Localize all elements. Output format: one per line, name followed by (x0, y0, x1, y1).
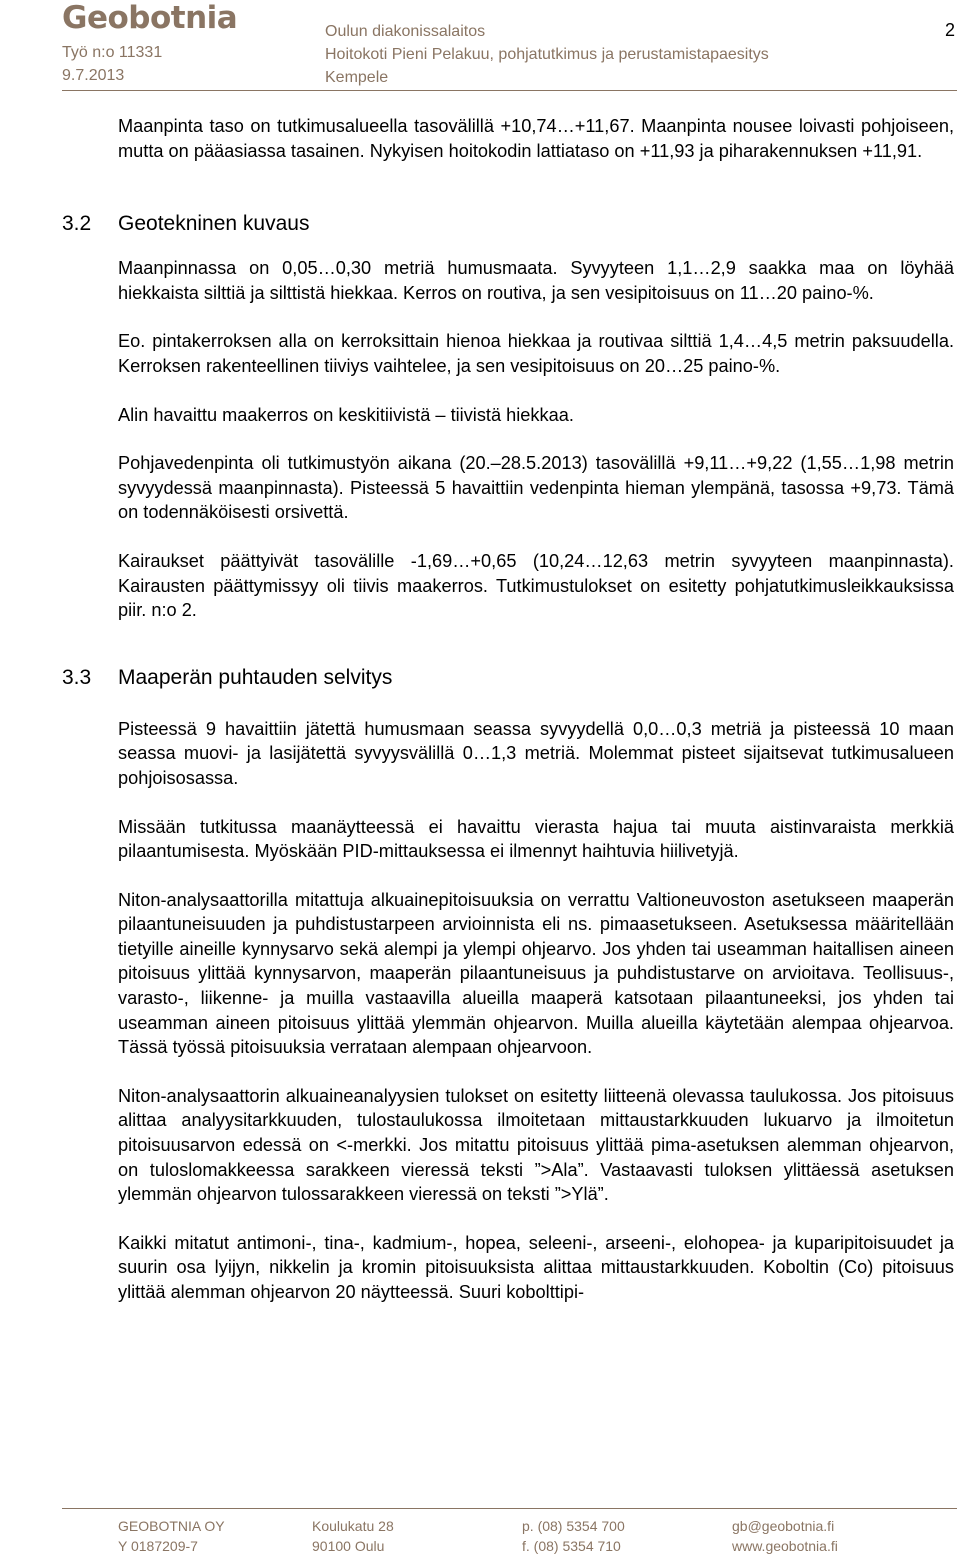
header-left (62, 41, 162, 87)
header-project-info (325, 20, 769, 89)
document-date: 9.7.2013 (62, 67, 125, 84)
section-number: 3.2 (62, 212, 92, 236)
company-name: GEOBOTNIA OY (118, 1518, 225, 1534)
footer-address (312, 1516, 394, 1556)
paragraph: Pohjavedenpinta oli tutkimustyön aikana (20.–28.5.2013) tasovälillä +9,11…+9,22 (1,55…1,98 metrin syvyydessä maanpinnasta). Pisteessä 5 havaittiin vedenpinta hieman ylempänä, tasossa +9,73. Tämä on todennäköisesti orsivettä. (118, 453, 954, 523)
section-title: Geotekninen kuvaus (118, 212, 310, 236)
paragraph: Kairaukset päättyivät tasovälille -1,69…+0,65 (10,24…12,63 metrin syvyyteen maanpinnasta). Kairausten päättymissyy oli tiivis maakerros. Tutkimustulokset on esitetty pohjatutkimusleikkauksissa piir. n:o 2. (118, 550, 954, 621)
paragraph: Missään tutkitussa maanäytteessä ei havaittu vierasta hajua tai muuta aistinvaraista merkkiä pilaantumisesta. Myöskään PID-mittauksessa ei ilmennyt haihtuvia hiilivetyjä. (118, 816, 954, 862)
paragraph: Niton-analysaattorilla mitattuja alkuainepitoisuuksia on verrattu Valtioneuvoston asetukseen maaperän pilaantuneisuuden ja puhdistustarpeen arvioinnista eli ns. pimaasetukseen. Asetuksessa määritellään tietyille aineille kynnysarvo sekä alempi ja ylempi ohjearvo. Jos yhden tai useamman haitallisen aineen pitoisuus ylittää kynnysarvon, maaperän pilaantuneisuus ja puhdistustarve on arvioitava. Teollisuus-, varasto-, liikenne- ja muilla vastaavilla alueilla maaperä katsotaan pilaantuneeksi, jos yhden tai useamman aineen pitoisuus ylittää ylemmän ohjearvon. Muilla alueilla käytetään alempaa ohjearvoa. Tässä työssä pitoisuuksia verrataan alempaan ohjearvoon. (118, 889, 954, 1058)
paragraph: Maanpinnassa on 0,05…0,30 metriä humusmaata. Syvyyteen 1,1…2,9 saakka maa on löyhää hiekkaista silttiä ja silttistä hiekkaa. Kerros on routiva, ja sen vesipitoisuus on 11…20 paino-%. (118, 258, 954, 303)
paragraph: Alin havaittu maakerros on keskitiivistä – tiivistä hiekkaa. (118, 404, 574, 425)
section-heading-3-2 (62, 211, 954, 237)
project-name: Hoitokoti Pieni Pelakuu, pohjatutkimus ja perustamistapaesitys (325, 46, 769, 63)
paragraph: Niton-analysaattorin alkuaineanalyysien tulokset on esitetty liitteenä olevassa taulukossa. Jos pitoisuus alittaa analyysitarkkuuden, tulostaulukossa ilmoitetaan mittaustarkkuuden lukuarvo ja ilmoitetun pitoisuusarvon edessä on <-merkki. Jos mitattu pitoisuus ylittää pima-asetuksen alemman ohjearvon, on tuloslomakkeessa sarakkeen vieressä teksti ”>Ala”. Vastaavasti tuloksen ylittäessä asetuksen ylemmän ohjearvon tulossarakkeen vieressä on teksti ”>Ylä”. (118, 1085, 954, 1205)
website: www.geobotnia.fi (732, 1538, 838, 1554)
phone-number: p. (08) 5354 700 (522, 1518, 625, 1534)
footer-phone (522, 1516, 625, 1556)
work-number: Työ n:o 11331 (62, 44, 163, 61)
section-number: 3.3 (62, 665, 92, 689)
paragraph: Kaikki mitatut antimoni-, tina-, kadmium-, hopea, seleeni-, arseeni-, elohopea- ja kuparipitoisuudet ja suurin osa lyijyn, nikkelin ja kromin pitoisuuksista alittaa mittaustarkkuuden. Koboltin (Co) pitoisuus ylittää alemman ohjearvon 20 näytteessä. Suuri kobolttipi- (118, 1232, 954, 1302)
postal-address: 90100 Oulu (312, 1538, 385, 1554)
company-logo: Geobotnia (62, 0, 238, 36)
section-title: Maaperän puhtauden selvitys (118, 665, 393, 689)
footer-divider (62, 1508, 957, 1509)
footer-contact (732, 1516, 838, 1556)
project-location: Kempele (325, 69, 389, 86)
fax-number: f. (08) 5354 710 (522, 1538, 621, 1554)
paragraph: Eo. pintakerroksen alla on kerroksittain hienoa hiekkaa ja routivaa silttiä 1,4…4,5 metrin paksuudella. Kerroksen rakenteellinen tiiviys vaihtelee, ja sen vesipitoisuus on 20…25 paino-%. (118, 331, 954, 376)
header-divider (62, 90, 957, 91)
street-address: Koulukatu 28 (312, 1518, 394, 1534)
paragraph: Pisteessä 9 havaittiin jätettä humusmaan seassa syvyydellä 0,0…0,3 metriä ja pisteessä 10 maan seassa muovi- ja lasijätettä syvyysvälillä 0…1,3 metriä. Molemmat pisteet sijaitsevat tutkimusalueen pohjoisosassa. (118, 718, 954, 788)
document-body (62, 114, 954, 1305)
email-address: gb@geobotnia.fi (732, 1518, 835, 1534)
paragraph: Maanpinta taso on tutkimusalueella tasovälillä +10,74…+11,67. Maanpinta nousee loivasti pohjoiseen, mutta on pääasiassa tasainen. Nykyisen hoitokodin lattiataso on +11,93 ja piharakennuksen +11,91. (118, 116, 954, 161)
client-name: Oulun diakonissalaitos (325, 23, 486, 40)
footer-company (118, 1516, 225, 1556)
section-heading-3-3 (62, 665, 954, 691)
business-id: Y 0187209-7 (118, 1538, 198, 1554)
page-number: 2 (944, 20, 955, 40)
